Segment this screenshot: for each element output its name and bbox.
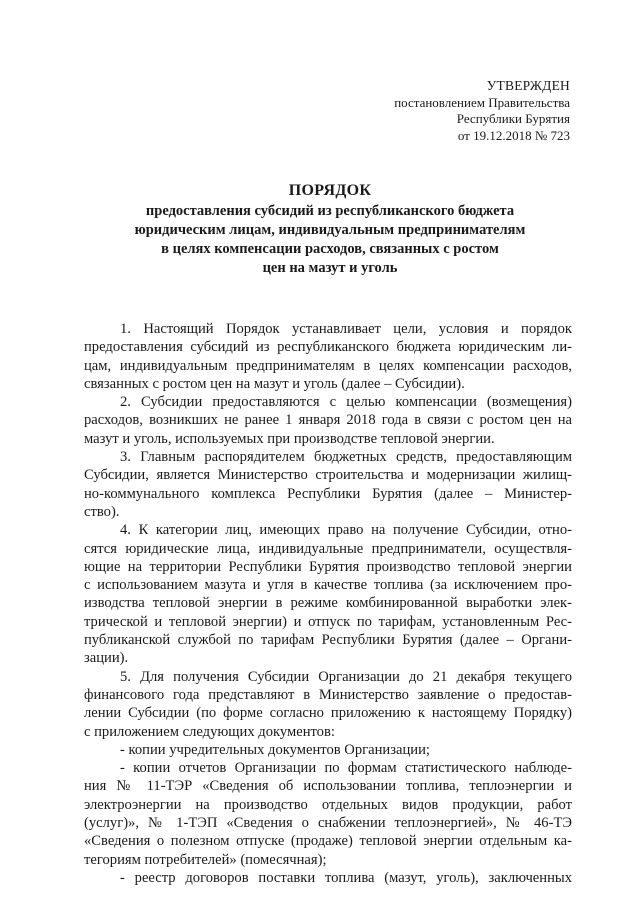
approval-line-decree: постановлением Правительства	[394, 94, 570, 110]
document-body	[84, 320, 572, 887]
body-line: тегориям потребителей» (помесячная);	[84, 851, 327, 868]
document-subtitle-line: юридическим лицам, индивидуальным предпринимателям	[134, 222, 526, 238]
body-line: 1. Настоящий Порядок устанавливает цели, условия и порядок	[120, 321, 572, 337]
body-line: зации).	[84, 650, 129, 667]
body-line: ство).	[84, 503, 120, 520]
body-line: но-коммунального комплекса Республики Бурятия (далее – Министер-	[84, 485, 572, 502]
body-line: изводства тепловой энергии в режиме комбинированной выработки элек-	[84, 595, 572, 612]
document-subtitle-line: предоставления субсидий из республиканского бюджета	[145, 203, 515, 219]
body-line: «Сведения о полезном отпуске (продаже) тепловой энергии отдельным ка-	[84, 833, 572, 850]
body-line: ющие на территории Республики Бурятия производство тепловой энергии	[84, 558, 572, 575]
body-line: (услуг)», № 1-ТЭП «Сведения о снабжении теплоэнергией», № 46-ТЭ	[84, 815, 572, 832]
body-line: сятся юридические лица, индивидуальные предприниматели, осуществля-	[84, 540, 572, 557]
body-line: мазут и уголь, используемых при производстве тепловой энергии.	[84, 430, 495, 447]
approval-line-date-number: от 19.12.2018 № 723	[457, 127, 570, 143]
body-line: - реестр договоров поставки топлива (мазут, уголь), заключенных	[120, 869, 572, 886]
body-line: 3. Главным распорядителем бюджетных средств, предоставляющим	[120, 449, 572, 466]
body-line: электроэнергии на производство отдельных видов продукции, работ	[84, 796, 572, 813]
document-heading	[70, 180, 590, 278]
body-line: трической и тепловой энергии) и отпуск по тарифам, установленным Рес-	[84, 613, 572, 630]
body-line: - копии отчетов Организации по формам статистического наблюде-	[120, 760, 572, 777]
body-line: - копии учредительных документов Организации;	[120, 741, 430, 758]
document-title: ПОРЯДОК	[288, 182, 372, 199]
document-subtitle-line: цен на мазут и уголь	[262, 260, 398, 276]
approval-stamp-block	[394, 78, 570, 144]
body-line: с приложением следующих документов:	[84, 723, 335, 740]
approval-title: УТВЕРЖДЕН	[486, 78, 570, 93]
body-line: 5. Для получения Субсидии Организации до 21 декабря текущего	[120, 668, 572, 685]
document-subtitle-line: в целях компенсации расходов, связанных с ростом	[161, 241, 499, 257]
body-line: расходов, возникших не ранее 1 января 2018 года в связи с ростом цен на	[84, 412, 572, 429]
approval-line-republic: Республики Бурятия	[456, 111, 570, 126]
body-line: 2. Субсидии предоставляются с целью компенсации (возмещения)	[120, 394, 572, 411]
body-line: лении Субсидии (по форме согласно приложению к настоящему Порядку)	[84, 705, 572, 722]
body-line: ния № 11-ТЭР «Сведения об использовании топлива, теплоэнергии и	[84, 778, 572, 795]
body-line: связанных с ростом цен на мазут и уголь (далее – Субсидии).	[84, 375, 465, 392]
body-line: публиканской службой по тарифам Республики Бурятия (далее – Органи-	[84, 632, 572, 649]
body-line: финансового года представляют в Министерство заявление о предостав-	[84, 686, 572, 703]
body-line: 4. К категории лиц, имеющих право на получение Субсидии, отно-	[120, 522, 572, 539]
body-line: цам, индивидуальным предпринимателям в целях компенсации расходов,	[84, 357, 572, 374]
body-line: предоставления субсидий из республиканского бюджета юридическим ли-	[84, 339, 572, 356]
body-line: с использованием мазута и угля в качестве топлива (за исключением про-	[84, 577, 572, 594]
body-line: Субсидии, является Министерство строительства и модернизации жилищ-	[84, 467, 572, 484]
